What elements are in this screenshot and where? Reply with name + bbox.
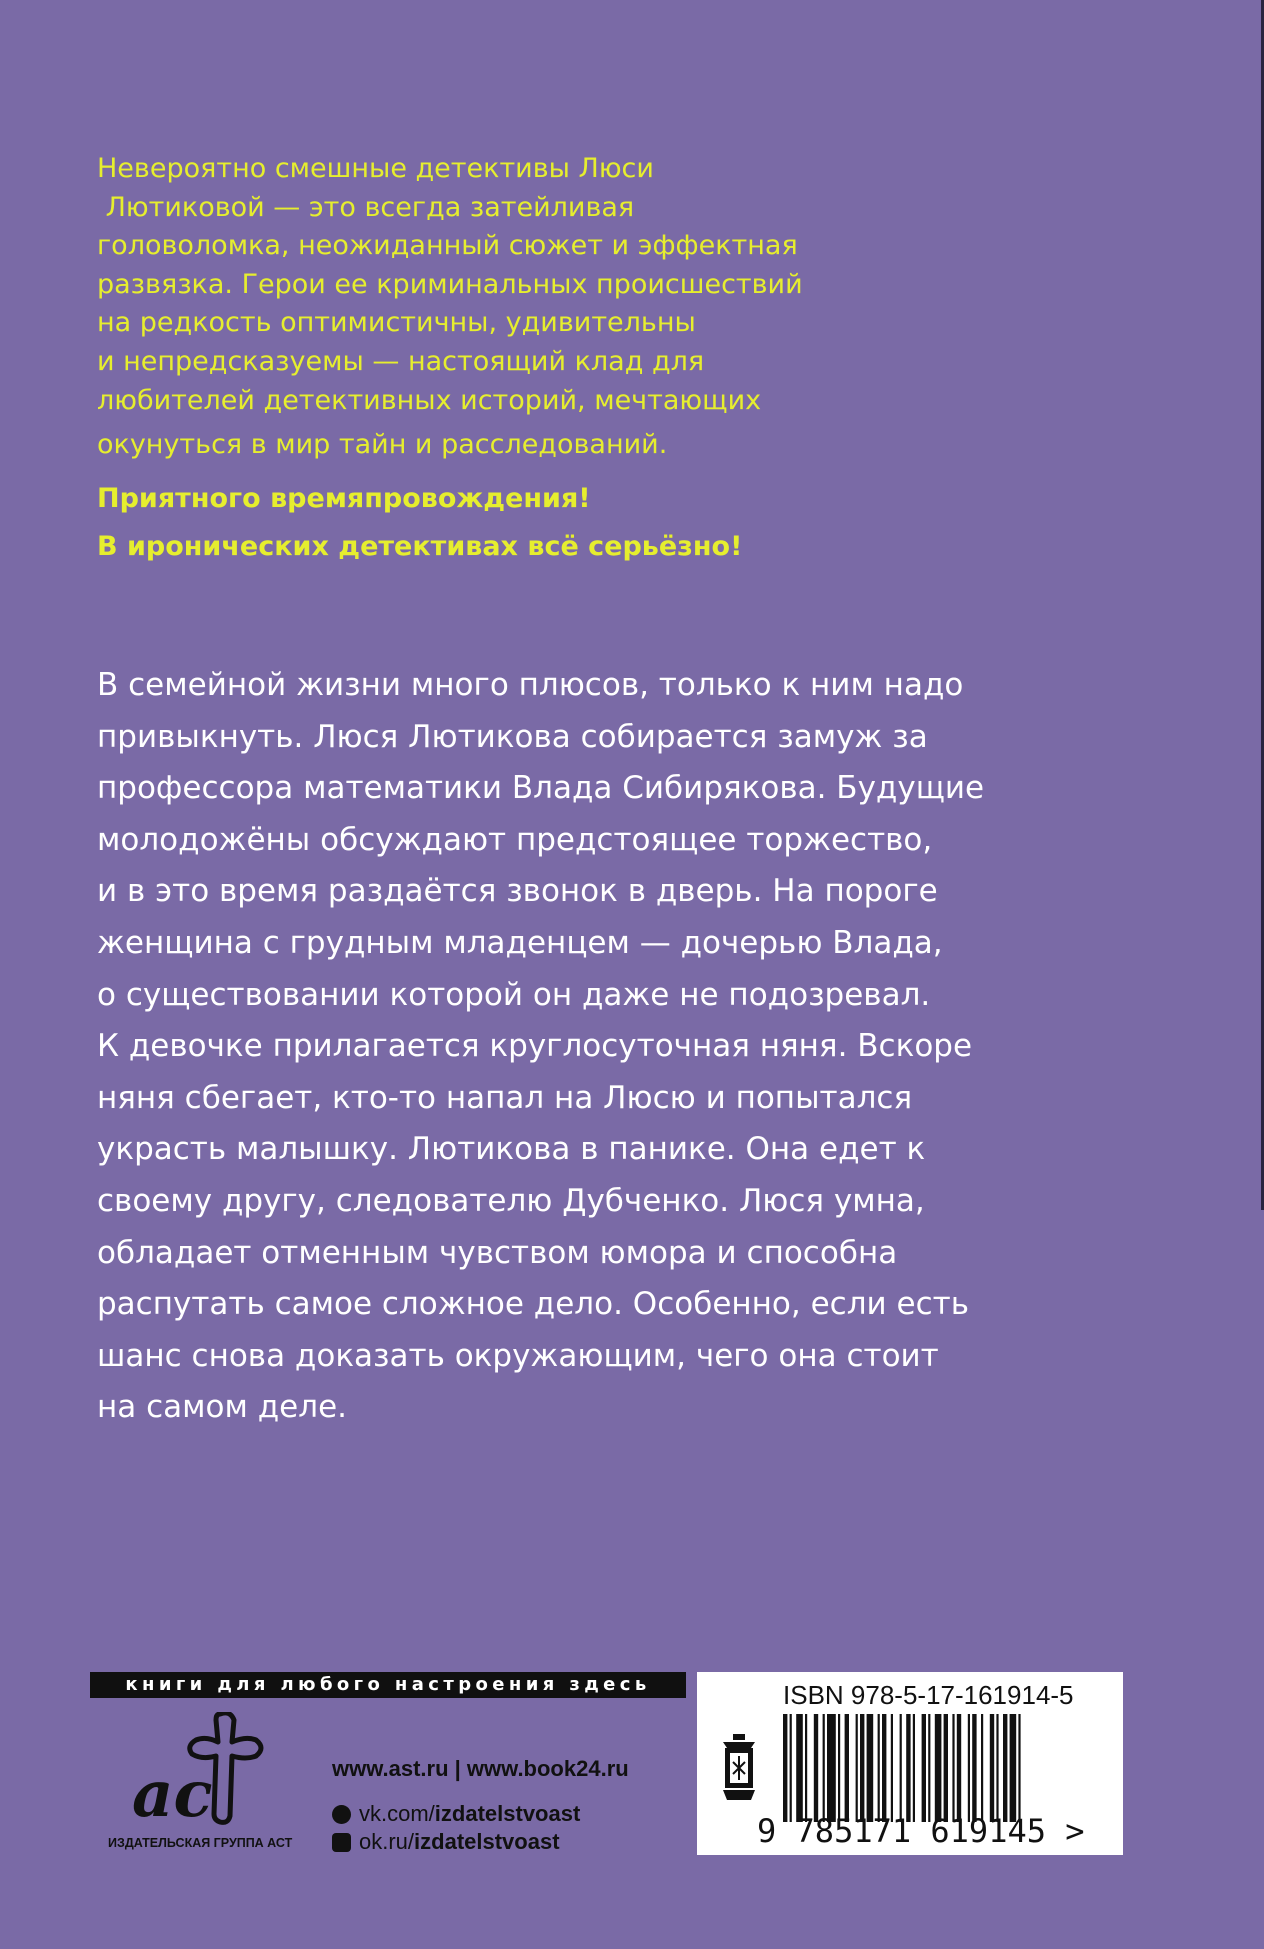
barcode-bar xyxy=(922,1714,926,1822)
barcode-bar xyxy=(838,1714,840,1822)
vk-handle: izdatelstvoast xyxy=(434,1801,581,1826)
barcode-bar xyxy=(814,1714,818,1822)
teaser-slogan-2: В иронических детективах всё серьёзно! xyxy=(97,530,743,562)
teaser-line: любителей детективных историй, мечтающих xyxy=(97,384,762,416)
teaser-line: на редкость оптимистичны, удивительны xyxy=(97,307,696,339)
synopsis-block xyxy=(97,660,1057,1434)
synopsis-line: на самом деле. xyxy=(97,1389,347,1426)
barcode-bars xyxy=(783,1714,1073,1822)
teaser-slogan-1: Приятного времяпровождения! xyxy=(97,482,591,514)
synopsis-line: распутать самое сложное дело. Особенно, если есть xyxy=(97,1286,969,1323)
website-links[interactable]: www.ast.ru | www.book24.ru xyxy=(332,1756,629,1781)
barcode-bar xyxy=(891,1714,893,1822)
synopsis-line: обладает отменным чувством юмора и способна xyxy=(97,1234,898,1271)
vk-link[interactable] xyxy=(332,1800,629,1828)
synopsis-line: профессора математики Влада Сибирякова. Будущие xyxy=(97,770,985,807)
barcode-bar xyxy=(1003,1714,1007,1822)
ok-handle: izdatelstvoast xyxy=(414,1829,560,1854)
barcode-bar xyxy=(972,1714,976,1822)
ast-logo xyxy=(128,1712,288,1834)
teaser-line: развязка. Герои ее криминальных происшествий xyxy=(97,268,803,300)
barcode-bar xyxy=(990,1714,994,1822)
synopsis-line: привыкнуть. Люся Лютикова собирается замуж за xyxy=(97,718,928,755)
barcode-bar xyxy=(952,1714,954,1822)
barcode-bar xyxy=(1018,1714,1020,1822)
publisher-links xyxy=(332,1756,629,1856)
synopsis-line: молодожёны обсуждают предстоящее торжество, xyxy=(97,821,933,858)
isbn-label: ISBN 978-5-17-161914-5 xyxy=(783,1680,1074,1710)
barcode-bar xyxy=(796,1714,803,1822)
teaser-line: Невероятно смешные детективы Люси xyxy=(97,153,654,184)
barcode-bar xyxy=(805,1714,807,1822)
svg-text:ac: ac xyxy=(132,1757,213,1832)
barcode-bar xyxy=(906,1714,910,1822)
teaser-line: Лютиковой — это всегда затейливая xyxy=(97,191,635,223)
barcode-bar xyxy=(878,1714,880,1822)
synopsis-line: своему другу, следователю Дубченко. Люся умна, xyxy=(97,1182,925,1219)
barcode-bar xyxy=(928,1714,930,1822)
barcode-bar xyxy=(882,1714,886,1822)
teaser-line: и непредсказуемы — настоящий клад для xyxy=(97,345,705,377)
synopsis-line: В семейной жизни много плюсов, только к ним надо xyxy=(97,667,964,703)
tagline-banner: книги для любого настроения здесь xyxy=(90,1672,686,1698)
synopsis-line: и в это время раздаётся звонок в дверь. На пороге xyxy=(97,873,938,910)
barcode-bar xyxy=(944,1714,948,1822)
synopsis-line: женщина с грудным младенцем — дочерью Влада, xyxy=(97,924,943,961)
ok-prefix: ok.ru/ xyxy=(359,1829,415,1854)
barcode-bar xyxy=(867,1714,874,1822)
barcode-bar xyxy=(823,1714,825,1822)
barcode-bar xyxy=(1010,1714,1017,1822)
publisher-name: ИЗДАТЕЛЬСКАЯ ГРУППА АСТ xyxy=(108,1836,293,1850)
synopsis-line: украсть малышку. Лютикова в панике. Она едет к xyxy=(97,1131,926,1168)
synopsis-line: шанс снова доказать окружающим, чего она стоит xyxy=(97,1337,939,1374)
barcode-bar xyxy=(790,1714,792,1822)
synopsis-line: о существовании которой он даже не подозревал. xyxy=(97,976,931,1013)
barcode-bar xyxy=(957,1714,961,1822)
synopsis-line: няня сбегает, кто-то напал на Люсю и попытался xyxy=(97,1079,913,1116)
barcode-digits: 9 785171 619145 > xyxy=(757,1812,1085,1850)
barcode-bar xyxy=(996,1714,998,1822)
teaser-line: окунуться в мир тайн и расследований. xyxy=(97,429,668,461)
barcode-panel xyxy=(697,1672,1123,1855)
lantern-icon xyxy=(719,1734,759,1800)
synopsis-line: К девочке прилагается круглосуточная няня. Вскоре xyxy=(97,1028,973,1065)
barcode-bar xyxy=(856,1714,858,1822)
barcode-bar xyxy=(845,1714,849,1822)
teaser-line: головоломка, неожиданный сюжет и эффектная xyxy=(97,230,798,262)
vk-prefix: vk.com/ xyxy=(359,1801,435,1826)
ok-link[interactable] xyxy=(332,1828,629,1856)
barcode-bar xyxy=(981,1714,983,1822)
teaser-block xyxy=(97,150,817,571)
barcode-bar xyxy=(913,1714,915,1822)
vk-icon xyxy=(332,1805,351,1824)
barcode-bar xyxy=(968,1714,970,1822)
barcode-bar xyxy=(900,1714,902,1822)
ok-icon xyxy=(332,1833,351,1852)
barcode-bar xyxy=(783,1714,787,1822)
barcode-bar xyxy=(935,1714,942,1822)
barcode-bar xyxy=(827,1714,836,1822)
barcode-bar xyxy=(860,1714,864,1822)
